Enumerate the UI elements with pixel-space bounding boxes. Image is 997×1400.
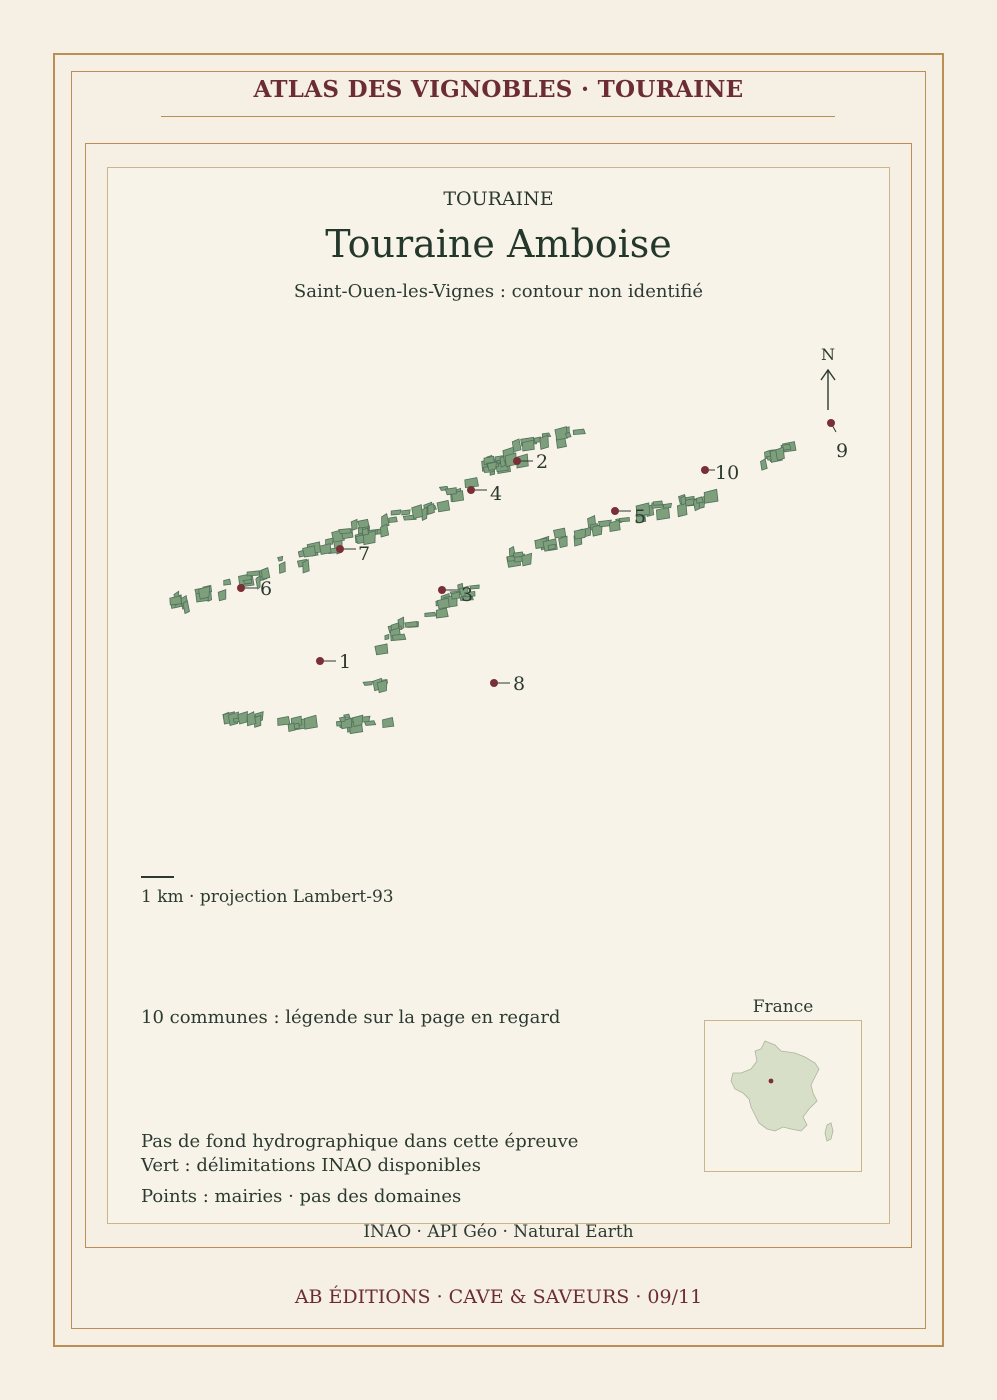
commune-label-6: 6 <box>260 578 273 600</box>
vineyard-parcel <box>574 529 586 539</box>
commune-label-2: 2 <box>536 451 549 473</box>
vineyard-parcel <box>405 622 417 628</box>
vineyard-parcel <box>548 544 555 549</box>
vineyard-parcel <box>437 500 450 512</box>
commune-markers <box>237 419 848 695</box>
corsica <box>825 1123 833 1141</box>
vineyard-parcel <box>428 504 435 515</box>
vineyard-parcel <box>385 634 389 639</box>
vineyard-parcel <box>362 528 368 535</box>
vineyard-parcel <box>363 681 372 685</box>
legend-line-3: Points : mairies · pas des domaines <box>141 1186 462 1207</box>
commune-marker-9 <box>827 419 848 462</box>
vineyard-parcel <box>402 510 410 515</box>
vineyard-parcel <box>392 634 406 640</box>
atlas-title: ATLAS DES VIGNOBLES · TOURAINE <box>253 76 744 103</box>
scale-bar <box>141 876 174 878</box>
vineyard-parcel <box>389 517 398 523</box>
vineyard-parcel <box>353 715 363 726</box>
scale-text: 1 km · projection Lambert-93 <box>141 887 394 907</box>
vineyard-parcel <box>663 503 671 508</box>
vineyard-parcel <box>704 489 718 503</box>
vineyard-parcel <box>183 601 190 614</box>
vineyard-parcel <box>383 718 394 728</box>
france-mainland <box>731 1041 819 1131</box>
vineyard-parcel <box>653 501 662 505</box>
region-label: TOURAINE <box>443 188 554 210</box>
vineyard-parcel <box>540 435 549 449</box>
vineyard-map <box>107 330 890 760</box>
vineyard-parcel <box>279 562 285 573</box>
north-arrow <box>821 345 835 410</box>
vineyard-parcel <box>238 712 248 724</box>
vineyard-parcel <box>218 590 226 601</box>
vineyard-parcel <box>243 580 252 584</box>
vineyard-parcel <box>199 586 210 599</box>
subtitle: Saint-Ouen-les-Vignes : contour non identifié <box>293 281 704 302</box>
commune-marker-7 <box>336 543 370 565</box>
vineyard-parcel <box>685 499 694 506</box>
vineyard-parcel <box>573 429 585 435</box>
vineyard-parcel <box>224 579 231 585</box>
commune-label-9: 9 <box>836 440 849 462</box>
inset-label: France <box>752 997 814 1017</box>
commune-marker-8 <box>490 673 525 695</box>
vineyard-parcel <box>776 447 785 460</box>
commune-label-7: 7 <box>358 543 371 565</box>
vineyard-parcel <box>412 505 423 519</box>
vineyard-parcel <box>351 519 357 530</box>
vineyard-parcel <box>559 536 568 547</box>
vineyard-parcel <box>554 528 566 538</box>
vineyard-parcel <box>425 612 437 616</box>
sources: INAO · API Géo · Natural Earth <box>363 1222 634 1242</box>
vineyard-parcel <box>339 717 345 722</box>
vineyard-parcel <box>761 459 768 470</box>
vineyard-parcel <box>436 608 448 618</box>
france-map <box>705 1021 861 1171</box>
commune-label-8: 8 <box>513 673 526 695</box>
commune-marker-1 <box>316 651 351 673</box>
vineyard-parcel <box>565 432 571 437</box>
vineyard-parcel <box>303 546 316 557</box>
page-title: Touraine Amboise <box>325 222 672 266</box>
commune-label-1: 1 <box>339 651 352 673</box>
commune-label-4: 4 <box>490 483 503 505</box>
title-rule <box>161 116 835 117</box>
legend-line-1: Pas de fond hydrographique dans cette épreuve <box>141 1131 579 1152</box>
vineyard-parcel <box>452 592 460 599</box>
commune-label-5: 5 <box>634 506 647 528</box>
vineyard-parcel <box>391 510 401 515</box>
vineyard-parcel <box>305 715 318 729</box>
vineyard-parcel <box>278 556 283 561</box>
vineyard-parcel <box>247 571 259 576</box>
communes-note: 10 communes : légende sur la page en regard <box>141 1007 561 1028</box>
commune-marker-4 <box>467 483 502 505</box>
commune-marker-10 <box>701 462 739 484</box>
vineyard-parcel <box>320 544 331 555</box>
vineyard-parcel <box>358 519 369 528</box>
north-label: N <box>821 345 835 364</box>
vineyard-parcel <box>375 644 388 655</box>
vineyard-parcel <box>278 717 290 726</box>
commune-label-10: 10 <box>715 462 740 484</box>
vineyard-parcel <box>247 712 256 726</box>
vineyard-parcel <box>437 598 449 609</box>
vineyard-parcel <box>170 596 182 605</box>
footer: AB ÉDITIONS · CAVE & SAVEURS · 09/11 <box>294 1286 703 1308</box>
legend-line-2: Vert : délimitations INAO disponibles <box>141 1155 481 1176</box>
vineyard-parcel <box>487 462 496 471</box>
vineyard-parcel <box>620 518 630 522</box>
location-dot <box>769 1079 774 1084</box>
france-inset <box>704 1020 862 1172</box>
commune-label-3: 3 <box>461 584 474 606</box>
vineyard-parcel <box>656 507 669 520</box>
commune-marker-2 <box>513 451 548 473</box>
vineyard-parcel <box>445 488 456 495</box>
vineyard-parcel <box>339 529 352 534</box>
